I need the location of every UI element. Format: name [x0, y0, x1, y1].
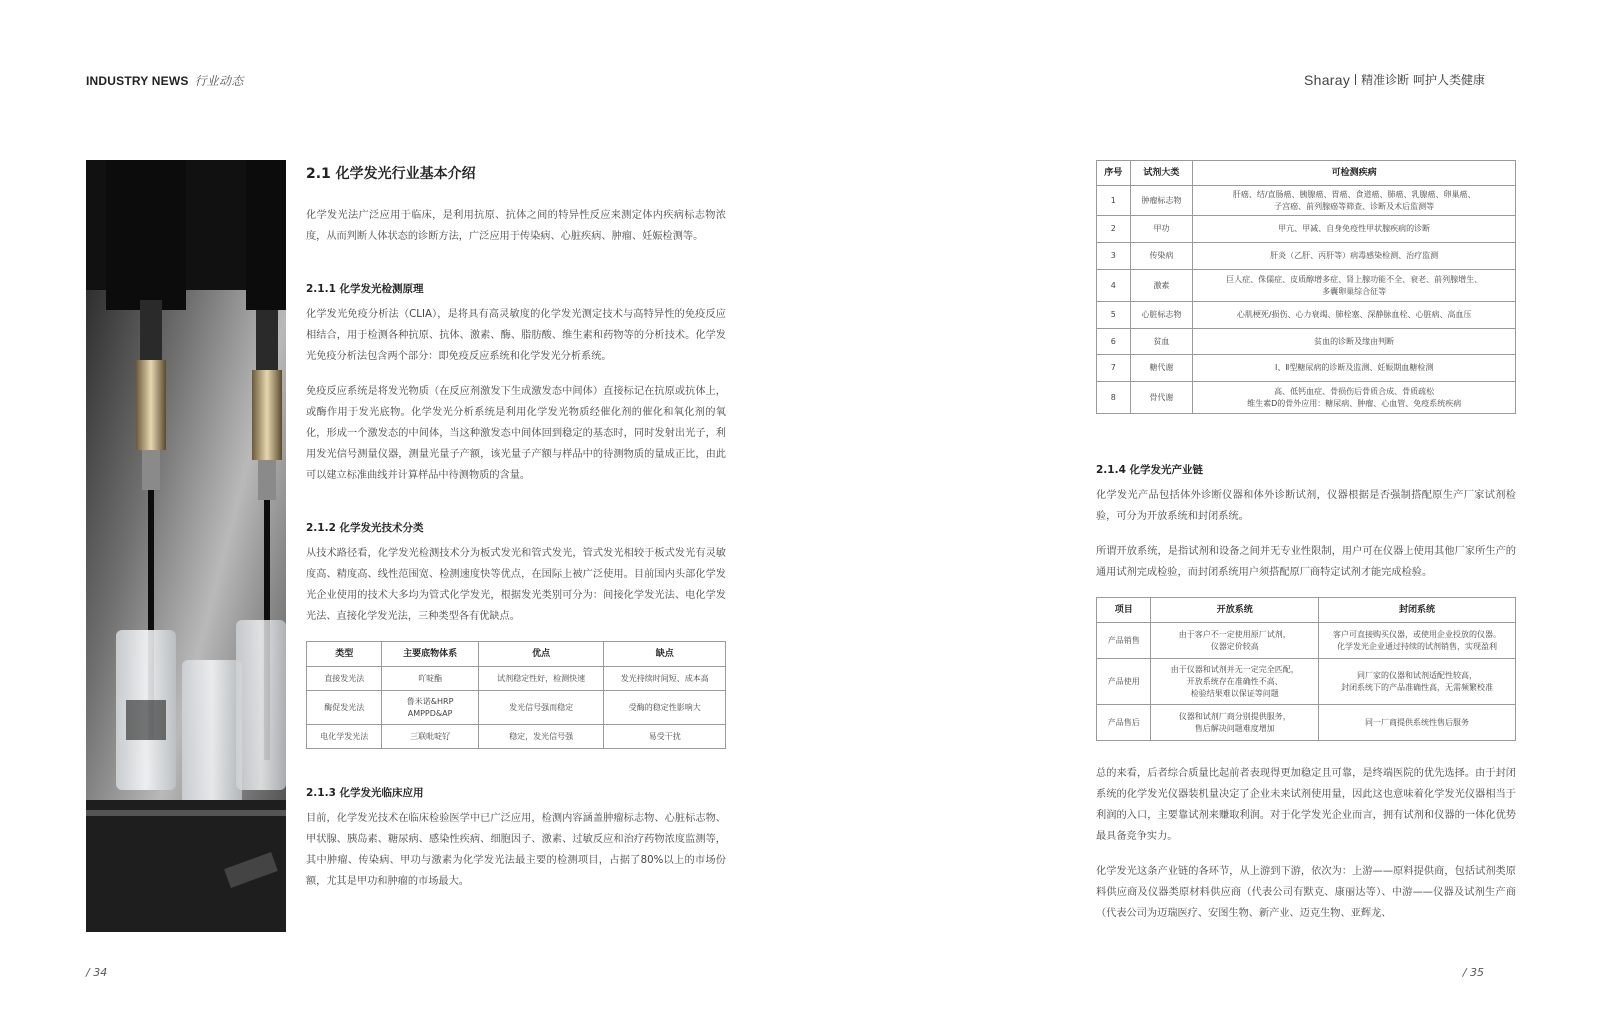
paragraph-2-1-4c: 总的来看，后者综合质量比起前者表现得更加稳定且可靠，是终端医院的优先选择。由于封闭系统的化学发光仪器装机量决定了企业未来试剂使用量，因此这也意味着化学发光仪器相当于利润的入口，主要靠试剂来赚取利润。对于化学发光企业而言，拥有试剂和仪器的一体化优势最具备竞争实力。: [1096, 768, 1516, 842]
header-divider: [1355, 74, 1356, 85]
table-header-cell: 可检测疾病: [1193, 161, 1516, 186]
table-cell: 心脏标志物: [1130, 302, 1193, 329]
table-cell: 三联吡啶钌: [382, 725, 478, 749]
table-cell: 5: [1097, 302, 1131, 329]
table-cell: 产品使用: [1097, 659, 1151, 705]
table-header-cell: 缺点: [604, 642, 726, 667]
table-cell: 酶促发光法: [307, 691, 382, 725]
table-header-cell: 优点: [478, 642, 604, 667]
table-cell: 产品售后: [1097, 705, 1151, 741]
table-cell: 4: [1097, 270, 1131, 302]
table-cell: 试剂稳定性好，检测快速: [478, 667, 604, 691]
system-comparison-table: [1096, 597, 1516, 741]
paragraph-2-1-1b: 免疫反应系统是将发光物质（在反应剂激发下生成激发态中间体）直接标记在抗原或抗体上，或酶作用于发光底物。化学发光分析系统是利用化学发光物质经催化剂的催化和氧化剂的氧化，形成一个激发态的中间体，当这种激发态中间体回到稳定的基态时，同时发射出光子，利用发光信号测量仪器，测量光量子产额，该光量子产额与样品中的待测物质的量成正比，由此可以建立标准曲线并计算样品中待测物质的含量。: [306, 386, 726, 481]
table-row: [1097, 216, 1516, 243]
table-cell: 产品销售: [1097, 623, 1151, 659]
table-cell: 同一厂商提供系统性售后服务: [1319, 705, 1516, 741]
heading-2-1-3: 2.1.3 化学发光临床应用: [306, 787, 424, 799]
table-cell: 激素: [1130, 270, 1193, 302]
paragraph-2-1: 化学发光法广泛应用于临床，是利用抗原、抗体之间的特异性反应来测定体内疾病标志物浓度，从而判断人体状态的诊断方法，广泛应用于传染病、心脏疾病、肿瘤、妊娠检测等。: [306, 210, 726, 242]
table-row: [307, 667, 726, 691]
header-section-cn: 行业动态: [194, 74, 244, 88]
table-row: [1097, 302, 1516, 329]
table-header-cell: 项目: [1097, 598, 1151, 623]
table-row: [1097, 659, 1516, 705]
table-cell: 客户可直接购买仪器，或使用企业投放的仪器。 化学发光企业通过持续的试剂销售，实现盈利: [1319, 623, 1516, 659]
table-cell: 肝炎（乙肝、丙肝等）病毒感染检测、治疗监测: [1193, 243, 1516, 270]
table-cell: 1: [1097, 186, 1131, 216]
table-cell: 肝癌、结/直肠癌、胰腺癌、胃癌、食道癌、肺癌、乳腺癌、卵巢癌、 子宫癌、前列腺癌等筛查、诊断及术后监测等: [1193, 186, 1516, 216]
table-cell: 易受干扰: [604, 725, 726, 749]
table-cell: 骨代谢: [1130, 382, 1193, 414]
table-row: [307, 691, 726, 725]
table-cell: 贫血: [1130, 329, 1193, 355]
table-cell: 直接发光法: [307, 667, 382, 691]
heading-2-1-2: 2.1.2 化学发光技术分类: [306, 522, 424, 534]
table-cell: 3: [1097, 243, 1131, 270]
paragraph-2-1-2: 从技术路径看，化学发光检测技术分为板式发光和管式发光，管式发光相较于板式发光有灵敏度高、精度高、线性范围宽、检测速度快等优点，在国际上被广泛使用。目前国内头部化学发光企业使用的技术大多均为管式化学发光，根据发光类别可分为：间接化学发光法、电化学发光法、直接化学发光法，三种类型各有优缺点。: [306, 548, 726, 622]
table-cell: 电化学发光法: [307, 725, 382, 749]
table-cell: 6: [1097, 329, 1131, 355]
table-header-row: [1097, 161, 1516, 186]
table-header-cell: 类型: [307, 642, 382, 667]
lab-photo: [86, 160, 286, 932]
table-cell: 由于仪器和试剂并无一定完全匹配， 开放系统存在准确性不高、 检验结果难以保证等问题: [1151, 659, 1319, 705]
paragraph-2-1-4a: 化学发光产品包括体外诊断仪器和体外诊断试剂，仪器根据是否强制搭配原生产厂家试剂检验，可分为开放系统和封闭系统。: [1096, 490, 1516, 522]
lab-photo-illustration: [86, 160, 286, 932]
table-row: [1097, 186, 1516, 216]
left-column: [306, 160, 726, 892]
table-row: [1097, 623, 1516, 659]
paragraph-2-1-4d: 化学发光这条产业链的各环节，从上游到下游，依次为：上游——原料提供商，包括试剂类原料供应商及仪器类原材料供应商（代表公司有默克、康丽达等）、中游——仪器及试剂生产商（代表公司为迈瑞医疗、安图生物、新产业、迈克生物、亚辉龙、: [1096, 866, 1516, 919]
header-right: [1304, 71, 1485, 88]
table-cell: 仪器和试剂厂商分别提供服务， 售后解决问题难度增加: [1151, 705, 1319, 741]
reagent-disease-table: [1096, 160, 1516, 414]
table-cell: 鲁米诺&HRP AMPPD&AP: [382, 691, 478, 725]
table-cell: 8: [1097, 382, 1131, 414]
brand-tagline: 精准诊断 呵护人类健康: [1361, 73, 1485, 87]
table-header-cell: 主要底物体系: [382, 642, 478, 667]
table-cell: 吖啶酯: [382, 667, 478, 691]
table-cell: 同厂家的仪器和试剂适配性较高， 封闭系统下的产品准确性高，无需频繁校准: [1319, 659, 1516, 705]
table-header-cell: 开放系统: [1151, 598, 1319, 623]
table-cell: 由于客户不一定使用原厂试剂， 仪器定价较高: [1151, 623, 1319, 659]
header-section-en: INDUSTRY NEWS: [86, 74, 189, 88]
table-row: [1097, 705, 1516, 741]
heading-2-1-4: 2.1.4 化学发光产业链: [1096, 464, 1204, 476]
table-header-cell: 试剂大类: [1130, 161, 1193, 186]
table-cell: 受酶的稳定性影响大: [604, 691, 726, 725]
heading-2-1-1: 2.1.1 化学发光检测原理: [306, 283, 424, 295]
table-cell: Ⅰ、Ⅱ型糖尿病的诊断及监测、妊娠期血糖检测: [1193, 355, 1516, 382]
table-cell: 糖代谢: [1130, 355, 1193, 382]
brand-logo: Sharay: [1304, 71, 1351, 88]
table-cell: 巨人症、侏儒症、皮质醇增多症、肾上腺功能不全、衰老、前列腺增生、 多囊卵巢综合征等: [1193, 270, 1516, 302]
paragraph-2-1-3: 目前，化学发光技术在临床检验医学中已广泛应用，检测内容涵盖肿瘤标志物、心脏标志物、甲状腺、胰岛素、糖尿病、感染性疾病、细胞因子、激素、过敏反应和治疗药物浓度监测等，其中肿瘤、传染病、甲功与激素为化学发光法最主要的检测项目，占据了80%以上的市场份额，尤其是甲功和肿瘤的市场最大。: [306, 813, 726, 887]
table-cell: 心肌梗死/损伤、心力衰竭、肺栓塞、深静脉血栓、心脏病、高血压: [1193, 302, 1516, 329]
table-cell: 传染病: [1130, 243, 1193, 270]
table-header-cell: 封闭系统: [1319, 598, 1516, 623]
table-cell: 高、低钙血症、骨损伤后骨质合成、骨质疏松 维生素D的骨外应用：糖尿病、肿瘤、心血管、免疫系统疾病: [1193, 382, 1516, 414]
right-column: [1096, 160, 1516, 924]
table-row: [1097, 243, 1516, 270]
table-cell: 发光信号强而稳定: [478, 691, 604, 725]
table-cell: 甲亢、甲减、自身免疫性甲状腺疾病的诊断: [1193, 216, 1516, 243]
table-cell: 7: [1097, 355, 1131, 382]
header-left: [86, 72, 243, 89]
table-cell: 贫血的诊断及缘由判断: [1193, 329, 1516, 355]
table-cell: 发光持续时间短、成本高: [604, 667, 726, 691]
table-row: [1097, 382, 1516, 414]
table-row: [1097, 270, 1516, 302]
table-row: [1097, 355, 1516, 382]
table-header-row: [1097, 598, 1516, 623]
table-cell: 甲功: [1130, 216, 1193, 243]
heading-2-1: 2.1 化学发光行业基本介绍: [306, 166, 476, 182]
table-header-row: [307, 642, 726, 667]
table-cell: 肿瘤标志物: [1130, 186, 1193, 216]
luminescence-type-table: [306, 641, 726, 749]
paragraph-2-1-4b: 所谓开放系统，是指试剂和设备之间并无专业性限制，用户可在仪器上使用其他厂家所生产的通用试剂完成检验，而封闭系统用户须搭配原厂商特定试剂才能完成检验。: [1096, 546, 1516, 578]
table-header-cell: 序号: [1097, 161, 1131, 186]
table-row: [307, 725, 726, 749]
table-row: [1097, 329, 1516, 355]
page-number-left: / 34: [86, 966, 108, 979]
table-cell: 稳定，发光信号强: [478, 725, 604, 749]
table-cell: 2: [1097, 216, 1131, 243]
paragraph-2-1-1a: 化学发光免疫分析法（CLIA），是将具有高灵敏度的化学发光测定技术与高特异性的免疫反应相结合，用于检测各种抗原、抗体、激素、酶、脂肪酸、维生素和药物等的分析技术。化学发光免疫分析法包含两个部分：即免疫反应系统和化学发光分析系统。: [306, 309, 726, 362]
page-number-right: / 35: [1462, 966, 1484, 979]
